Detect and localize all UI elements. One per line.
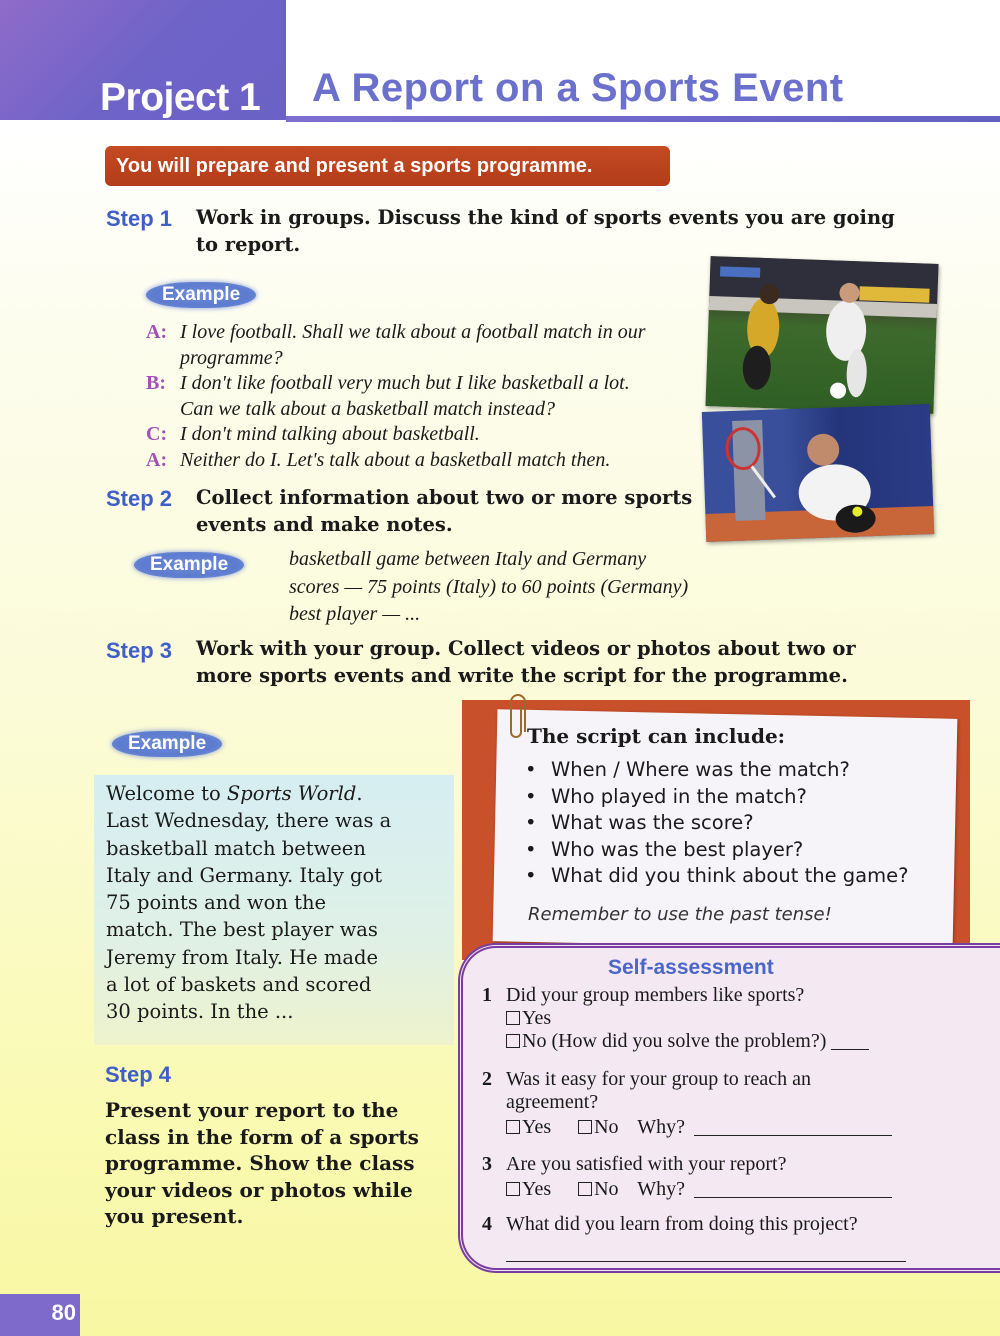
speaker-label: C: bbox=[146, 423, 168, 445]
note-line: best player — ... bbox=[289, 603, 421, 625]
script-line: Italy and Germany. Italy got bbox=[106, 863, 383, 887]
script-line: a lot of baskets and scored bbox=[106, 973, 372, 997]
answer-blank[interactable] bbox=[694, 1135, 892, 1136]
checkbox[interactable] bbox=[578, 1182, 592, 1196]
step-1-line: Work in groups. Discuss the kind of sports events you are going bbox=[196, 206, 895, 229]
option-label: No bbox=[594, 1116, 619, 1138]
script-item: • Who was the best player? bbox=[525, 837, 908, 864]
option-no[interactable] bbox=[506, 1030, 982, 1053]
project-label: Project 1 bbox=[100, 76, 261, 119]
example-dialog bbox=[146, 320, 716, 473]
paperclip-icon bbox=[510, 706, 522, 738]
question-number: 2 bbox=[482, 1068, 492, 1090]
step-3-instruction bbox=[196, 635, 896, 689]
step-2-instruction bbox=[196, 484, 716, 538]
checkbox[interactable] bbox=[506, 1011, 520, 1025]
question-number: 3 bbox=[482, 1153, 492, 1175]
answer-blank[interactable] bbox=[694, 1197, 892, 1198]
question-text: What did you learn from doing this project? bbox=[506, 1213, 858, 1235]
example-script-text bbox=[106, 780, 451, 1026]
script-item: • When / Where was the match? bbox=[525, 757, 908, 784]
dialog-text: Can we talk about a basketball match instead? bbox=[180, 397, 555, 420]
dialog-text: I love football. Shall we talk about a football match in our bbox=[180, 321, 646, 343]
example-label: Example bbox=[134, 552, 244, 578]
question-text: agreement? bbox=[506, 1091, 599, 1113]
speaker-label: A: bbox=[146, 321, 168, 343]
dialog-line bbox=[146, 320, 716, 371]
step-4-line: your videos or photos while bbox=[105, 1177, 413, 1202]
option-label: No bbox=[594, 1178, 619, 1200]
answer-row bbox=[506, 1116, 982, 1139]
script-line: Jeremy from Italy. He made bbox=[106, 945, 379, 969]
question-text: Did your group members like sports? bbox=[506, 984, 805, 1006]
option-label: Yes bbox=[522, 1116, 552, 1138]
step-2-line: Collect information about two or more sports bbox=[196, 486, 693, 509]
option-yes[interactable] bbox=[506, 1007, 982, 1030]
dialog-text: programme? bbox=[180, 346, 283, 369]
speaker-label: B: bbox=[146, 372, 166, 394]
example-label: Example bbox=[112, 731, 222, 757]
header-rule bbox=[286, 116, 1000, 122]
answer-blank[interactable] bbox=[831, 1049, 869, 1050]
page-title: A Report on a Sports Event bbox=[312, 66, 844, 110]
example-badge-3 bbox=[112, 731, 222, 757]
question-number: 1 bbox=[482, 984, 492, 1006]
script-text: . bbox=[356, 782, 363, 805]
dialog-text: I don't mind talking about basketball. bbox=[180, 423, 480, 445]
checkbox[interactable] bbox=[578, 1120, 592, 1134]
script-line: 30 points. In the ... bbox=[106, 1000, 294, 1024]
question-text: Was it easy for your group to reach an bbox=[506, 1068, 811, 1090]
checkbox[interactable] bbox=[506, 1120, 520, 1134]
example-badge-1 bbox=[146, 282, 256, 308]
script-line: match. The best player was bbox=[106, 918, 378, 942]
football-photo-icon bbox=[705, 256, 938, 414]
step-2-line: events and make notes. bbox=[196, 513, 453, 536]
option-label: Yes bbox=[522, 1178, 552, 1200]
question-number: 4 bbox=[482, 1213, 492, 1235]
dialog-text: I don't like football very much but I like basketball a lot. bbox=[180, 372, 630, 394]
sa-question-3 bbox=[482, 1153, 982, 1201]
task-banner: You will prepare and present a sports programme. bbox=[105, 146, 670, 186]
sa-question-4 bbox=[482, 1213, 982, 1265]
dialog-text: Neither do I. Let's talk about a basketball match then. bbox=[180, 448, 611, 471]
dialog-line bbox=[146, 371, 716, 422]
step-4-line: you present. bbox=[105, 1204, 244, 1228]
self-assessment-title: Self-assessment bbox=[608, 956, 774, 979]
script-line: Last Wednesday, there was a bbox=[106, 809, 392, 833]
step-1-line: to report. bbox=[196, 233, 301, 256]
why-label: Why? bbox=[637, 1178, 685, 1200]
football-photo bbox=[705, 256, 938, 414]
note-line: basketball game between Italy and Germany bbox=[289, 548, 647, 570]
answer-blank[interactable] bbox=[506, 1261, 906, 1262]
example-badge-2 bbox=[134, 552, 244, 578]
script-card-list bbox=[525, 757, 908, 890]
why-label: Why? bbox=[637, 1116, 685, 1138]
script-card-title: The script can include: bbox=[527, 724, 786, 748]
step-4-line: Present your report to the bbox=[105, 1098, 399, 1122]
step-4-line: programme. Show the class bbox=[105, 1151, 415, 1175]
question-text: Are you satisfied with your report? bbox=[506, 1153, 787, 1175]
script-reminder: Remember to use the past tense! bbox=[528, 904, 832, 925]
dialog-line bbox=[146, 422, 716, 448]
script-text: Welcome to bbox=[106, 782, 227, 805]
example-notes bbox=[289, 546, 769, 629]
option-label: Yes bbox=[522, 1007, 552, 1029]
page-number: 80 bbox=[0, 1294, 80, 1336]
step-3-line: Work with your group. Collect videos or photos about two or bbox=[196, 637, 856, 660]
step-3-label: Step 3 bbox=[106, 638, 173, 663]
script-item: • What did you think about the game? bbox=[525, 863, 908, 890]
sa-question-2 bbox=[482, 1068, 982, 1139]
script-item: • Who played in the match? bbox=[525, 784, 908, 811]
step-4-label: Step 4 bbox=[105, 1062, 172, 1087]
sa-question-1 bbox=[482, 984, 982, 1053]
answer-row bbox=[506, 1178, 982, 1201]
note-line: scores — 75 points (Italy) to 60 points (Germany) bbox=[289, 575, 689, 598]
script-line: 75 points and won the bbox=[106, 891, 327, 915]
step-2-label: Step 2 bbox=[106, 486, 173, 511]
step-1-instruction bbox=[196, 204, 906, 258]
script-line: basketball match between bbox=[106, 836, 366, 860]
step-1-label: Step 1 bbox=[106, 206, 173, 231]
option-label: No (How did you solve the problem?) bbox=[522, 1030, 827, 1052]
dialog-line bbox=[146, 448, 716, 474]
checkbox[interactable] bbox=[506, 1182, 520, 1196]
programme-name: Sports World bbox=[226, 782, 357, 805]
step-3-line: more sports events and write the script for the programme. bbox=[196, 664, 848, 687]
example-label: Example bbox=[146, 282, 256, 308]
script-item: • What was the score? bbox=[525, 810, 908, 837]
step-4-instruction bbox=[105, 1097, 445, 1230]
tennis-photo bbox=[702, 404, 934, 542]
step-4-line: class in the form of a sports bbox=[105, 1124, 419, 1149]
speaker-label: A: bbox=[146, 448, 168, 471]
script-line bbox=[106, 780, 451, 807]
tennis-photo-icon bbox=[702, 404, 934, 542]
checkbox[interactable] bbox=[506, 1034, 520, 1048]
